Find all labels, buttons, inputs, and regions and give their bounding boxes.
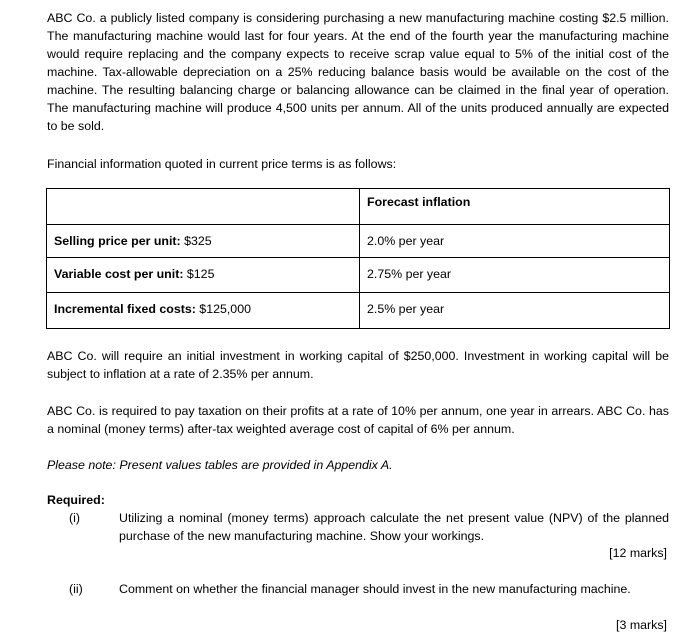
table-cell-item: Selling price per unit: $325 xyxy=(47,225,360,258)
table-row xyxy=(47,225,670,258)
financial-info-table xyxy=(46,188,670,329)
appendix-note: Please note: Present values tables are provided in Appendix A. xyxy=(47,458,393,472)
question-text: Utilizing a nominal (money terms) approach calculate the net present value (NPV) of the planned purchase of the new manufacturing machine. Show your workings. xyxy=(119,511,669,543)
table-header-inflation: Forecast inflation xyxy=(360,189,670,225)
financial-info-intro: Financial information quoted in current price terms is as follows: xyxy=(47,157,397,171)
table-row xyxy=(47,258,670,293)
table-cell-inflation: 2.5% per year xyxy=(360,293,670,329)
table-cell-inflation: 2.75% per year xyxy=(360,258,670,293)
table-cell-item: Incremental fixed costs: $125,000 xyxy=(47,293,360,329)
working-capital-paragraph: ABC Co. will require an initial investment in working capital of $250,000. Investment in working capital will be subject to inflation at a rate of 2.35% per annum. xyxy=(47,349,669,381)
table-cell-item: Variable cost per unit: $125 xyxy=(47,258,360,293)
intro-paragraph: ABC Co. a publicly listed company is considering purchasing a new manufacturing machine costing $2.5 million. The manufacturing machine would last for four years. At the end of the fourth year the manufacturing machine would require replacing and the company expects to receive scrap value equal to 5% of the initial cost of the machine. Tax-allowable depreciation on a 25% reducing balance basis would be available on the cost of the machine. The resulting balancing charge or balancing allowance can be claimed in the final year of operation. The manufacturing machine will produce 4,500 units per annum. All of the units produced annually are expected to be sold. xyxy=(47,11,669,133)
table-cell-inflation: 2.0% per year xyxy=(360,225,670,258)
question-number: (ii) xyxy=(69,582,83,596)
table-header-row xyxy=(47,189,670,225)
question-marks: [3 marks] xyxy=(616,618,667,632)
question-number: (i) xyxy=(69,511,81,525)
table-header-empty-cell xyxy=(47,189,360,225)
required-heading: Required: xyxy=(47,493,105,507)
taxation-paragraph: ABC Co. is required to pay taxation on their profits at a rate of 10% per annum, one year in arrears. ABC Co. has a nominal (money terms) after-tax weighted average cost of capital of 6% per annum. xyxy=(47,404,669,436)
table-row xyxy=(47,293,670,329)
question-text: Comment on whether the financial manager should invest in the new manufacturing machine. xyxy=(119,582,631,596)
question-marks: [12 marks] xyxy=(609,546,667,560)
